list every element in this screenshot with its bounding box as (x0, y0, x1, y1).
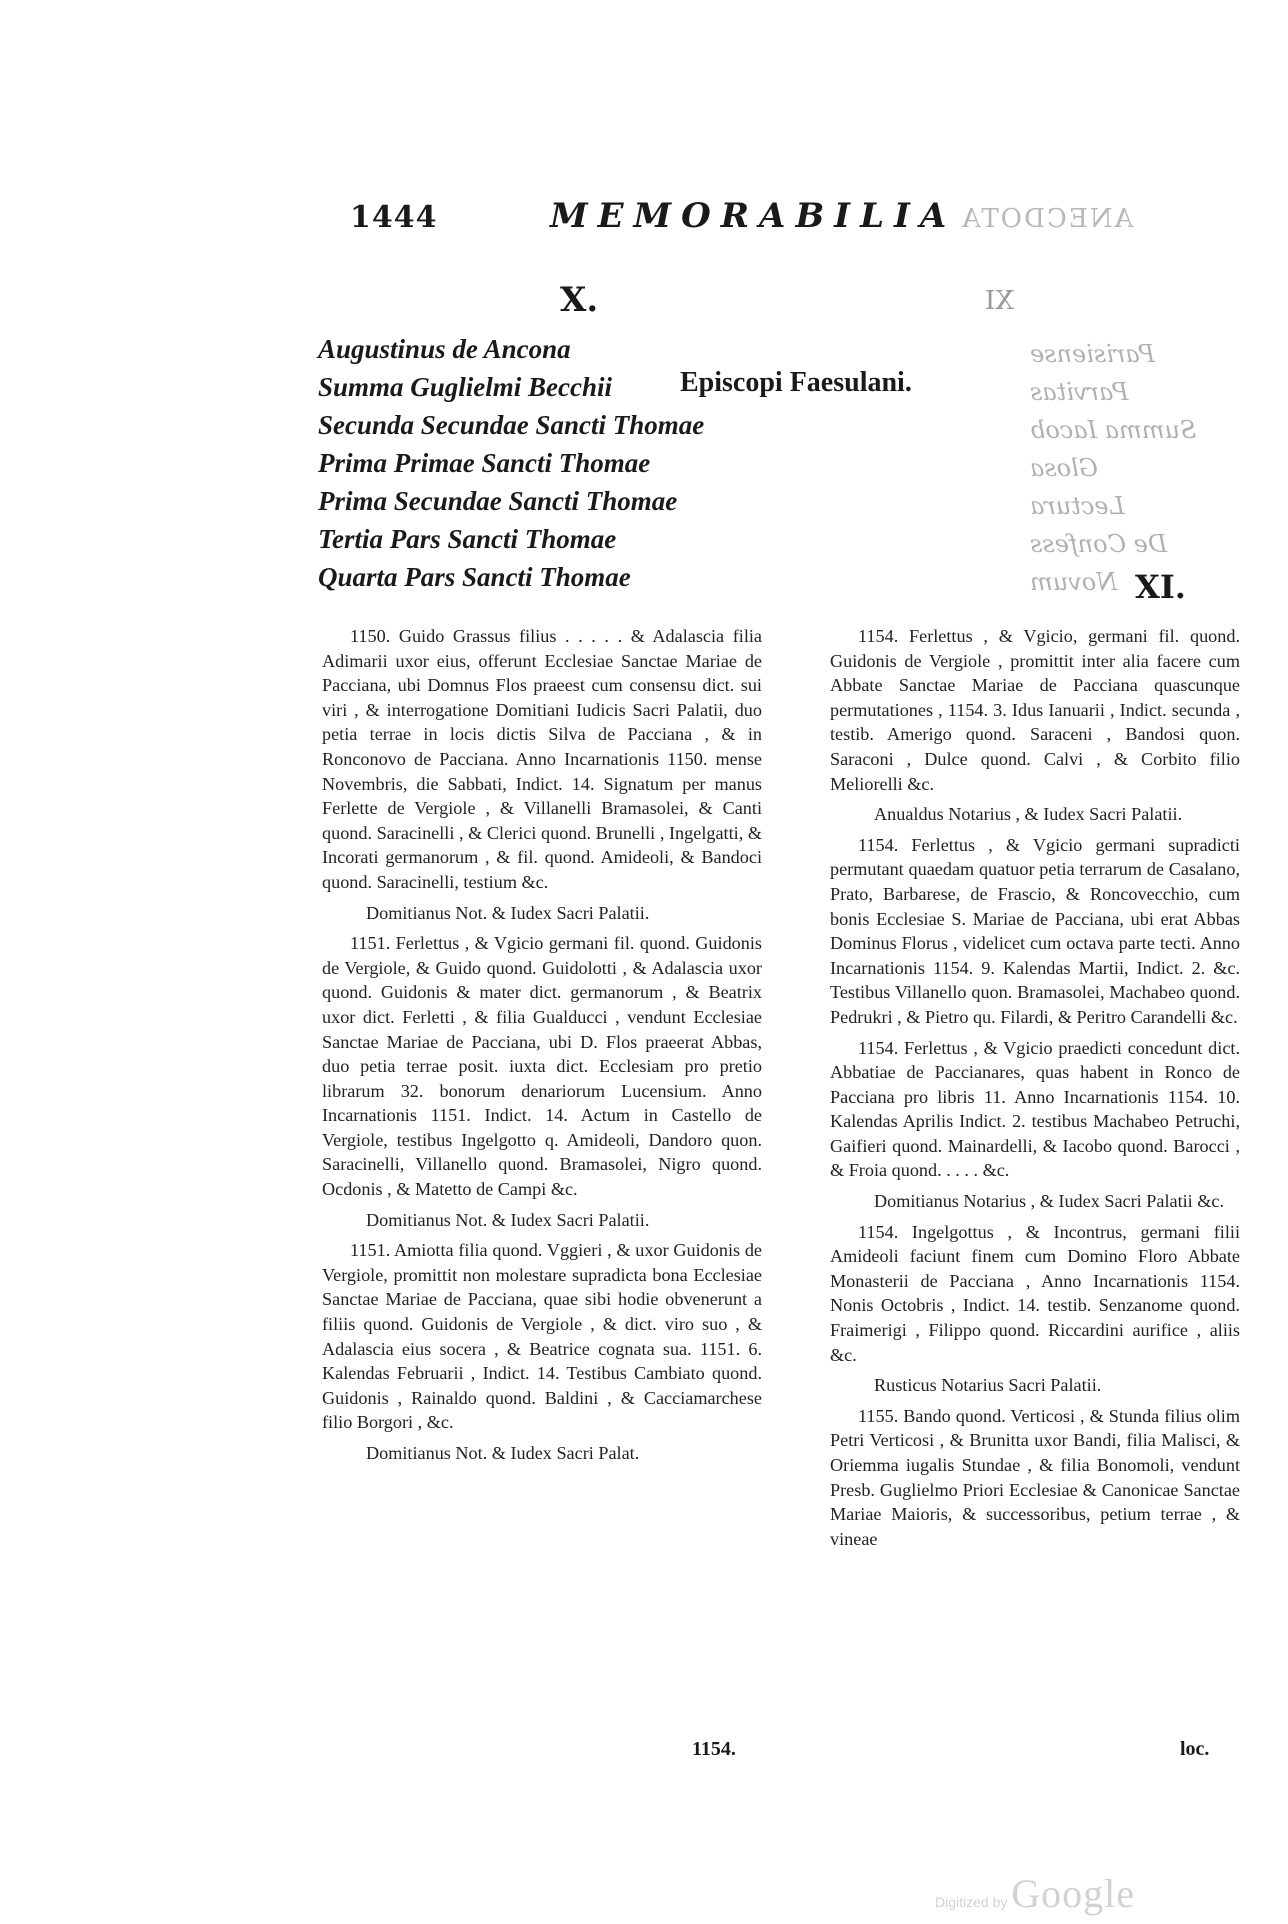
digitized-prefix: Digitized by (935, 1894, 1008, 1910)
bleed-line: Lectura (1030, 492, 1125, 520)
notary-signature: Anualdus Notarius , & Iudex Sacri Palatii. (874, 804, 1183, 825)
entry-paragraph: 1154. Ferlettus , & Vgicio germani supradicti permutant quaedam quatuor petia terrarum de Casalano, Prato, Barbarese, de Frascio, & Roncovecchio, cum bonis Ecclesiae S. Mariae de Pacciana, ubi erat Abbas Dominus Florus , videlicet cum octava parte tecti. Anno Incarnationis 1154. 9. Kalendas Martii, Indict. 2. &c. Testibus Villanello quon. Bramasolei, Machabeo quond. Pedrukri , & Pietro qu. Filardi, & Peritro Carandelli &c. (830, 834, 1240, 1027)
bleed-line: Parisiense (1030, 340, 1155, 368)
bleed-line: Glosa (1030, 454, 1098, 482)
catchword-left: 1154. (692, 1738, 736, 1760)
notary-signature: Rusticus Notarius Sacri Palatii. (874, 1375, 1102, 1396)
book-title: Summa Guglielmi Becchii (318, 372, 613, 402)
bleed-line: De Confess (1030, 530, 1168, 558)
bleed-through-header: ANECDOTA (960, 204, 1134, 234)
entry-paragraph: 1154. Ferlettus , & Vgicio praedicti concedunt dict. Abbatiae de Paccianares, quas habent in Ronco de Pacciana pro libris 11. Anno Incarnationis 1154. 10. Kalendas Aprilis Indict. 2. testibus Machabeo Petruchi, Gaifieri quond. Mainardelli, & Iacobo quond. Barocci , & Froia quond. . . . . &c. (830, 1037, 1240, 1181)
google-logo: Google (1011, 1871, 1136, 1916)
notary-signature: Domitianus Not. & Iudex Sacri Palat. (366, 1443, 640, 1463)
section-number-faded: XI (985, 286, 1014, 316)
entry-paragraph: 1155. Bando quond. Verticosi , & Stunda filius olim Petri Verticosi , & Brunitta uxor Bandi, filia Malisci, & Oriemma iugalis Stundae , & filia Bonomoli, vendunt Presb. Guglielmo Priori Ecclesiae & Canonicae Sanctae Mariae Maioris, & successoribus, petium terrae , & vineae (830, 1405, 1240, 1549)
bleed-through-block (1030, 335, 1230, 601)
running-title: MEMORABILIA (550, 196, 957, 236)
book-title: Secunda Secundae Sancti Thomae (318, 410, 705, 440)
right-column (830, 624, 1240, 1557)
book-title: Prima Primae Sancti Thomae (318, 448, 651, 478)
section-number: X. (560, 280, 599, 320)
notary-signature: Domitianus Not. & Iudex Sacri Palatii. (366, 902, 650, 923)
entry-paragraph: 1151. Ferlettus , & Vgicio germani fil. quond. Guidonis de Vergiole, & Guido quond. Guidolotti , & Adalascia uxor quond. Guidonis & mater dict. germanorum , & Beatrix uxor dict. Ferletti , & filia Gualducci , vendunt Ecclesiae Sanctae Mariae de Pacciana, ubi D. Flos praeerat Abbas, duo petia terrae posit. iuxta dict. Ecclesiam pro pretio librarum 32. bonorum denariorum Lucensium. Anno Incarnationis 1151. Indict. 14. Actum in Castello de Vergiole, testibus Ingelgotto q. Amideoli, Dandoro quon. Saracinelli, Villanello quond. Bramasolei, Nigro quond. Ocdonis , & Matetto de Campi &c. (322, 933, 762, 1200)
notary-signature: Domitianus Notarius , & Iudex Sacri Palatii &c. (874, 1191, 1225, 1212)
entry-paragraph: 1154. Ferlettus , & Vgicio, germani fil. quond. Guidonis de Vergiole , promittit inter alia facere cum Abbate Sanctae Mariae de Pacciana quascunque permutationes , 1154. 3. Idus Ianuarii , Indict. secunda , testib. Amerigo quond. Saraceni , Bandosi quon. Saraconi , Dulce quond. Calvi , & Corbito filio Meliorelli &c. (830, 626, 1240, 794)
book-title: Tertia Pars Sancti Thomae (318, 524, 617, 554)
page-header (350, 196, 1134, 250)
book-title: Quarta Pars Sancti Thomae (318, 562, 631, 592)
page-number: 1444 (350, 200, 438, 235)
left-column (322, 624, 762, 1472)
book-title: Prima Secundae Sancti Thomae (318, 486, 678, 516)
entry-paragraph: 1154. Ingelgottus , & Incontrus, germani filii Amideoli faciunt finem cum Domino Floro Abbate Monasterii de Pacciana , Anno Incarnationis 1154. Nonis Octobris , Indict. 14. testib. Senzanome quond. Fraimerigi , Filippo quond. Riccardini aurifice , aliis &c. (830, 1221, 1240, 1365)
entry-paragraph: 1150. Guido Grassus filius . . . . . & Adalascia filia Adimarii uxor eius, offerunt Ecclesiae Sanctae Mariae de Pacciana, ubi Domnus Flos praeest cum consensu dict. sui viri , & interrogatione Domitiani Iudicis Sacri Palatii, duo petia terrae in locis dictis Silva de Pacciana , & in Ronconovo de Pacciana. Anno Incarnationis 1150. mense Novembris, die Sabbati, Indict. 14. Signatum per manus Ferlette de Vergiole , & Villanelli Bramasolei, & Canti quond. Saracinelli , & Clerici quond. Brunelli , Ingelgatti, & Incorati germanorum , & fil. quond. Amideoli, & Bandoci quond. Saracinelli, testium &c. (322, 626, 762, 892)
bleed-line: Novum (1030, 568, 1118, 596)
notary-signature: Domitianus Not. & Iudex Sacri Palatii. (366, 1209, 650, 1230)
catchword-right: loc. (1180, 1738, 1210, 1760)
book-owner-note: Episcopi Faesulani. (680, 367, 912, 398)
entry-paragraph: 1151. Amiotta filia quond. Vggieri , & uxor Guidonis de Vergiole, promittit non molestare supradicta bona Ecclesiae Sanctae Mariae de Pacciana, quae sibi hodie obvenerunt a filiis quond. Guidonis de Vergiole , & dict. viro suo , & Adalascia eius socera , & Beatrice cognata sua. 1151. 6. Kalendas Februarii , Indict. 14. Testibus Cambiato quond. Guidonis , Rainaldo quond. Baldini , & Cacciamarchese filio Borgori , &c. (322, 1240, 762, 1433)
section-number-next: XI. (1135, 568, 1186, 606)
bleed-line: Summa Iacob (1030, 416, 1197, 444)
book-title: Augustinus de Ancona (318, 334, 571, 364)
bleed-line: Parvitas (1030, 378, 1129, 406)
digitized-watermark (935, 1870, 1135, 1917)
